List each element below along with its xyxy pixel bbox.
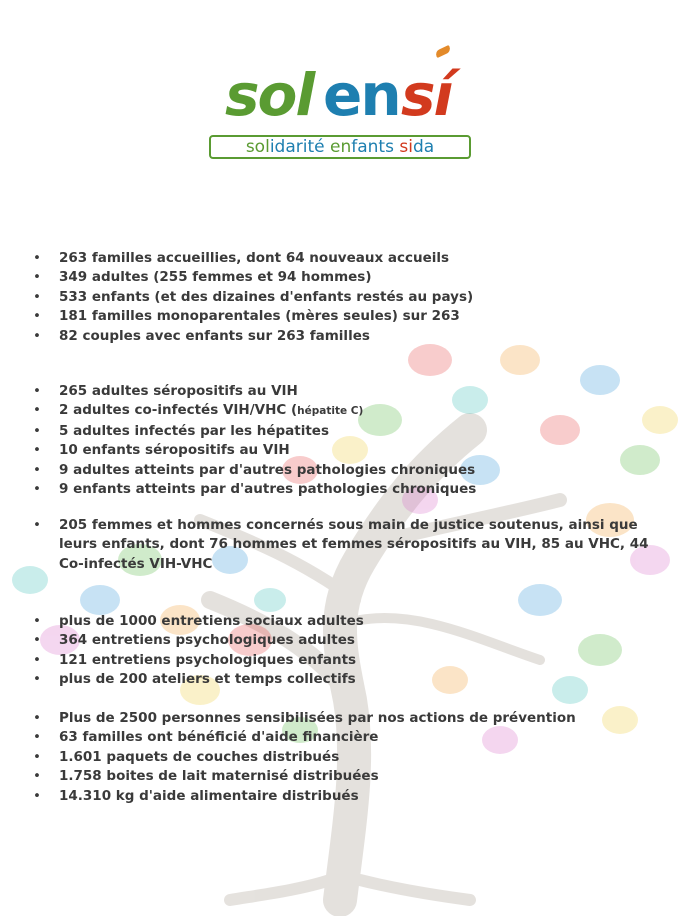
list-item: • 533 enfants (et des dizaines d'enfants restés au pays): [33, 288, 673, 307]
list-item: • 349 adultes (255 femmes et 94 hommes): [33, 268, 673, 287]
list-item: • 63 familles ont bénéficié d'aide financière: [33, 728, 673, 747]
list-item: • 2 adultes co-infectés VIH/VHC (hépatite C): [33, 401, 673, 421]
list-item: • 181 familles monoparentales (mères seules) sur 263: [33, 307, 673, 326]
logo-accent-mark: [434, 45, 451, 58]
list-item: • 14.310 kg d'aide alimentaire distribués: [33, 787, 673, 806]
list-item: • Plus de 2500 personnes sensibilisées par nos actions de prévention: [33, 709, 673, 728]
list-item: • 5 adultes infectés par les hépatites: [33, 422, 673, 441]
list-item: • 9 enfants atteints par d'autres pathologies chroniques: [33, 480, 673, 499]
health-stats-list: [33, 382, 673, 499]
list-item: • plus de 200 ateliers et temps collectifs: [33, 670, 673, 689]
list-item: • 263 familles accueillies, dont 64 nouveaux accueils: [33, 249, 673, 268]
logo-word-sol: sol: [225, 61, 314, 129]
families-stats-list: [33, 249, 673, 346]
list-item: • 82 couples avec enfants sur 263 familles: [33, 327, 673, 346]
sol-en-si-logo: [205, 40, 475, 160]
list-item: • 10 enfants séropositifs au VIH: [33, 441, 673, 460]
list-item: • 205 femmes et hommes concernés sous main de justice soutenus, ainsi que leurs enfants, dont 76 hommes et femmes séropositifs au VIH, 85 au VHC, 44 Co-infectés VIH-VHC: [33, 516, 673, 574]
justice-stats-list: [33, 516, 673, 574]
list-item: • plus de 1000 entretiens sociaux adultes: [33, 612, 673, 631]
aid-stats-list: [33, 709, 673, 806]
list-item: • 9 adultes atteints par d'autres pathologies chroniques: [33, 461, 673, 480]
list-item: • 265 adultes séropositifs au VIH: [33, 382, 673, 401]
logo-tagline: solidarité enfants sida: [245, 137, 435, 157]
interviews-stats-list: [33, 612, 673, 690]
list-item: • 121 entretiens psychologiques enfants: [33, 651, 673, 670]
list-item: • 1.758 boites de lait maternisé distribuées: [33, 767, 673, 786]
list-item: • 1.601 paquets de couches distribués: [33, 748, 673, 767]
list-item: • 364 entretiens psychologiques adultes: [33, 631, 673, 650]
logo-word-en: en: [323, 61, 400, 129]
logo-word-si: sí: [401, 61, 452, 129]
